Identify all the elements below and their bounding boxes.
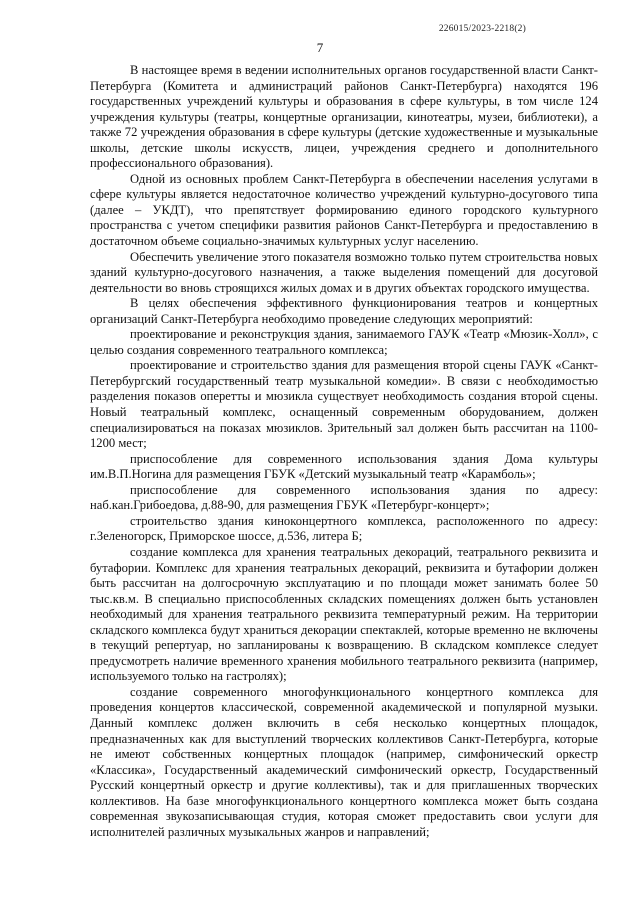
paragraph-storage-complex: создание комплекса для хранения театральных декораций, театрального реквизита и бутафории. Комплекс для хранения театральных декораций, реквизита и бутафории должен быть рассчитан на долгосрочную эксплуатацию и по площади может занимать более 50 тыс.кв.м. В специально приспособленных складских помещениях должен быть установлен необходимый для хранения театрального реквизита температурный режим. На территории складского комплекса будут храниться декорации спектаклей, которые временно не включены в текущий репертуар, но запланированы к возвращению. В складском комплексе следует предусмотреть наличие временного хранения мобильного театрального реквизита (например, используемого только на гастролях);: [90, 544, 598, 684]
paragraph-karambol-theatre: приспособление для современного использования здания Дома культуры им.В.П.Ногина для размещения ГБУК «Детский музыкальный театр «Карамболь»;: [90, 451, 598, 482]
paragraph-measures-intro: В целях обеспечения эффективного функционирования театров и концертных организаций Санкт-Петербурга необходимо проведение следующих мероприятий:: [90, 296, 598, 326]
paragraph-institutions-count: В настоящее время в ведении исполнительных органов государственной власти Санкт-Петербурга (Комитета и администраций районов Санкт-Петербурга) находятся 196 государственных учреждений культуры и образования в сфере культуры, в том числе 124 учреждения культуры (театры, концертные организации, кинотеатры, музеи, библиотеки), а также 72 учреждения образования в сфере культуры (детские художественные и музыкальные школы, детские школы искусств, лицеи, учреждения среднего и дополнительного профессионального образования).: [90, 63, 598, 171]
paragraph-concert-complex: создание современного многофункционального концертного комплекса для проведения концертов классической, современной академической и популярной музыки. Данный комплекс должен включить в себя несколько концертных площадок, предназначенных как для выступлений творческих коллективов Санкт-Петербурга, которые не имеют собственных концертных площадок (например, симфонический оркестр «Классика», Государственный академический симфонический оркестр, Государственный Русский концертный оркестр и другие коллективы), так и для приглашенных творческих коллективов. На базе многофункционального концертного комплекса может быть создана современная звукозаписывающая студия, которая сможет предоставить свои услуги для исполнителей различных музыкальных жанров и направлений;: [90, 684, 598, 839]
paragraph-musical-comedy-second-stage: проектирование и строительство здания для размещения второй сцены ГАУК «Санкт-Петербургский государственный театр музыкальной комедии». В связи с необходимостью разделения показов оперетты и мюзикла существует необходимость создания второй сцены. Новый театральный комплекс, оснащенный современным оборудованием, должен специализироваться на показах мюзиклов. Зрительный зал должен быть рассчитан на 1100-1200 мест;: [90, 358, 598, 451]
document-registration-number: 226015/2023-2218(2): [438, 24, 526, 34]
document-body: [90, 63, 598, 840]
paragraph-peterburg-concert: приспособление для современного использования здания по адресу: наб.кан.Грибоедова, д.88-90, для размещения ГБУК «Петербург-концерт»;: [90, 482, 598, 513]
paragraph-music-hall: проектирование и реконструкция здания, занимаемого ГАУК «Театр «Мюзик-Холл», с целью создания современного театрального комплекса;: [90, 327, 598, 357]
paragraph-ukdt-problem: Одной из основных проблем Санкт-Петербурга в обеспечении населения услугами в сфере культуры является недостаточное количество учреждений культурно-досугового типа (далее – УКДТ), что препятствует формированию единого городского культурного пространства с учетом специфики развития районов Санкт-Петербурга и предоставлению в достаточном объеме социально-значимых культурных услуг населению.: [90, 171, 598, 249]
page-number: 7: [316, 40, 324, 55]
paragraph-zelenogorsk-complex: строительство здания киноконцертного комплекса, расположенного по адресу: г.Зеленогорск, Приморское шоссе, д.536, литера Б;: [90, 513, 598, 544]
paragraph-new-buildings: Обеспечить увеличение этого показателя возможно только путем строительства новых зданий культурно-досугового назначения, а также выделения помещений для досуговой деятельности во вновь строящихся жилых домах и в других объектах городского имущества.: [90, 249, 598, 295]
